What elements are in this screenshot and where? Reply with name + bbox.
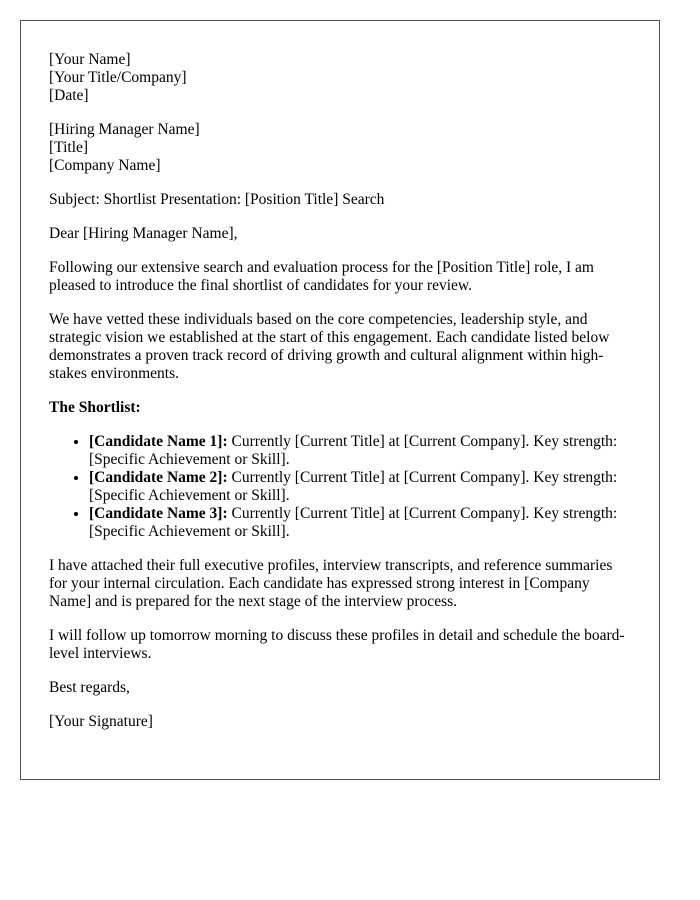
salutation: Dear [Hiring Manager Name], [49, 225, 238, 242]
candidate-name: [Candidate Name 3]: [89, 505, 228, 522]
shortlist-heading: The Shortlist: [49, 399, 141, 416]
sender-block [49, 51, 631, 105]
candidate-list [49, 433, 631, 541]
candidate-details: Currently [Current Title] at [Current Company]. Key strength: [Specific Achievement or Skill]. [89, 505, 618, 540]
sender-name: [Your Name] [49, 51, 131, 68]
candidate-item [89, 433, 631, 469]
attachments-paragraph: I have attached their full executive profiles, interview transcripts, and reference summaries for your internal circulation. Each candidate has expressed strong interest in [Company Name] and is prepared for the next stage of the interview process. [49, 557, 613, 610]
closing: Best regards, [49, 679, 130, 696]
candidate-name: [Candidate Name 1]: [89, 433, 228, 450]
letter-page [20, 20, 660, 780]
sender-title-company: [Your Title/Company] [49, 69, 187, 86]
recipient-title: [Title] [49, 139, 89, 156]
followup-paragraph: I will follow up tomorrow morning to discuss these profiles in detail and schedule the board-level interviews. [49, 627, 625, 662]
recipient-company: [Company Name] [49, 157, 161, 174]
candidate-name: [Candidate Name 2]: [89, 469, 228, 486]
vetting-paragraph: We have vetted these individuals based on the core competencies, leadership style, and strategic vision we established at the start of this engagement. Each candidate listed below demonstrates a proven track record of driving growth and cultural alignment within high-stakes environments. [49, 311, 610, 382]
signature: [Your Signature] [49, 713, 153, 730]
candidate-item [89, 505, 631, 541]
candidate-details: Currently [Current Title] at [Current Company]. Key strength: [Specific Achievement or Skill]. [89, 433, 618, 468]
recipient-name: [Hiring Manager Name] [49, 121, 200, 138]
candidate-details: Currently [Current Title] at [Current Company]. Key strength: [Specific Achievement or Skill]. [89, 469, 618, 504]
letter-date: [Date] [49, 87, 89, 104]
recipient-block [49, 121, 631, 175]
subject-line: Subject: Shortlist Presentation: [Position Title] Search [49, 191, 385, 208]
candidate-item [89, 469, 631, 505]
intro-paragraph: Following our extensive search and evaluation process for the [Position Title] role, I am pleased to introduce the final shortlist of candidates for your review. [49, 259, 594, 294]
